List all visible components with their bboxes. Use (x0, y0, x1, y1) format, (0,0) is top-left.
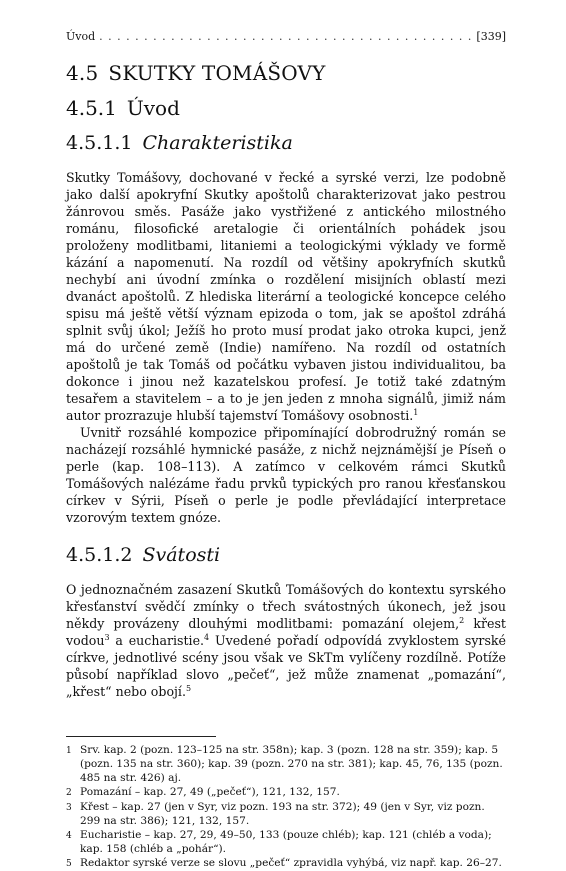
subsubsection-title: Charakteristika (142, 132, 293, 154)
paragraph-text: Uvedené pořadí odpovídá zvyklostem syrské církve, jednotlivé scény jsou však ve SkTm vylíčeny rozdílně. Potíže působí například slovo „pečeť“, jež může znamenat „pomazání“, „křest“ nebo obojí. (66, 633, 506, 699)
subsubsection-number: 4.5.1.1 (66, 132, 133, 154)
footnote-text: Srv. kap. 2 (pozn. 123–125 na str. 358n); kap. 3 (pozn. 128 na str. 359); kap. 5 (pozn. 135 na str. 360); kap. 39 (pozn. 270 na str. 381); kap. 45, 76, 135 (pozn. 485 na str. 426) aj. (80, 744, 503, 784)
paragraph-text: a eucharistie. (109, 633, 205, 648)
footnote-number: 1 (66, 746, 72, 756)
paragraph-text: Skutky Tomášovy, dochované v řecké a syrské verzi, lze podobně jako další apokryfní Skutky apoštolů charakterizovat jako pestrou žánrovou směs. Pasáže jako vystřižené z antického milostného románu, filosofické aretalogie či orientálních pohádek jsou proloženy modlitbami, litaniemi a teologickými výklady ve formě kázání a napomenutí. Na rozdíl od většiny apokryfních skutků nechybí ani úvodní zmínka o rozdělení misijních oblastí mezi dvanáct apoštolů. Z hlediska literární a teologické koncepce celého spisu má ještě větší význam epizoda o tom, jak se apoštol zdráhá splnit svůj úkol; Ježíš ho proto musí prodat jako otroka kupci, jenž má do určené země (Indie) namířeno. Na rozdíl od ostatních apoštolů je tak Tomáš od počátku vybaven jistou individualitou, ba dokonce i jinou než kazatelskou profesí. Je totiž také zdatným tesařem a stavitelem – a to je jen jeden z mnoha signálů, jimiž nám autor prozrazuje hlubší tajemství Tomášovy osobnosti. (66, 170, 506, 423)
footnote-ref-1[interactable]: 1 (413, 407, 419, 417)
subsubsection-number: 4.5.1.2 (66, 544, 133, 566)
footnotes (66, 743, 506, 871)
running-head-leader (99, 30, 472, 44)
subsubsection-title: Svátosti (142, 544, 221, 566)
paragraph-text: O jednoznačném zasazení Skutků Tomášových do kontextu syrského křesťanství svědčí zmínky o třech svátostných úkonech, jež jsou někdy provázeny dlouhými modlitbami: pomazání olejem, (66, 582, 506, 631)
paragraph-characteristic-1 (66, 169, 506, 424)
footnote-ref-2[interactable]: 2 (459, 615, 465, 625)
footnote-ref-5[interactable]: 5 (185, 683, 192, 693)
paragraph-text: Uvnitř rozsáhlé kompozice připomínající dobrodružný román se nacházejí rozsáhlé hymnické pasáže, z nichž nejznámější je Píseň o perle (kap. 108–113). A zatímco v celkovém rámci Skutků Tomášových nalézáme řadu prvků typických pro ranou křesťanskou církev v Sýrii, Píseň o perle je podle převládající interpretace vzorovým textem gnóze. (66, 425, 506, 525)
subsection-heading (66, 96, 506, 120)
footnote-number: 4 (66, 831, 72, 841)
paragraph-text: křest vodou (66, 616, 506, 648)
footnote-number: 2 (66, 788, 72, 798)
footnote-text: Eucharistie – kap. 27, 29, 49–50, 133 (pouze chléb); kap. 121 (chléb a voda); kap. 158 (chléb a „pohár“). (80, 829, 492, 855)
footnote-number: 5 (66, 859, 72, 869)
running-head (66, 30, 506, 44)
running-head-title: Úvod (66, 30, 96, 43)
subsubsection-heading-sacraments (66, 543, 506, 567)
footnote-text: Křest – kap. 27 (jen v Syr, viz pozn. 193 na str. 372); 49 (jen v Syr, viz pozn. 299 na str. 386); 121, 132, 157. (80, 801, 485, 827)
footnote-text: Redaktor syrské verze se slovu „pečeť“ zpravidla vyhýbá, viz např. kap. 26–27. (80, 857, 502, 869)
footnote (66, 856, 506, 871)
paragraph-sacraments (66, 581, 506, 700)
footnote-number: 3 (66, 803, 72, 813)
footnote-text: Pomazání – kap. 27, 49 („pečeť“), 121, 132, 157. (80, 786, 340, 798)
footnote-separator (66, 736, 216, 737)
footnote-ref-4[interactable]: 4 (204, 632, 210, 642)
section-title: SKUTKY TOMÁŠOVY (108, 61, 326, 85)
subsubsection-heading-characteristic (66, 131, 506, 155)
footnote (66, 828, 506, 856)
subsection-number: 4.5.1 (66, 96, 117, 120)
footnote (66, 785, 506, 800)
footnote (66, 800, 506, 828)
footnote (66, 743, 506, 785)
footnote-ref-3[interactable]: 3 (104, 632, 110, 642)
page (66, 30, 506, 871)
page-number: [339] (476, 30, 506, 43)
section-number: 4.5 (66, 61, 99, 85)
section-heading (66, 61, 506, 85)
subsection-title: Úvod (126, 96, 180, 120)
paragraph-characteristic-2 (66, 424, 506, 526)
